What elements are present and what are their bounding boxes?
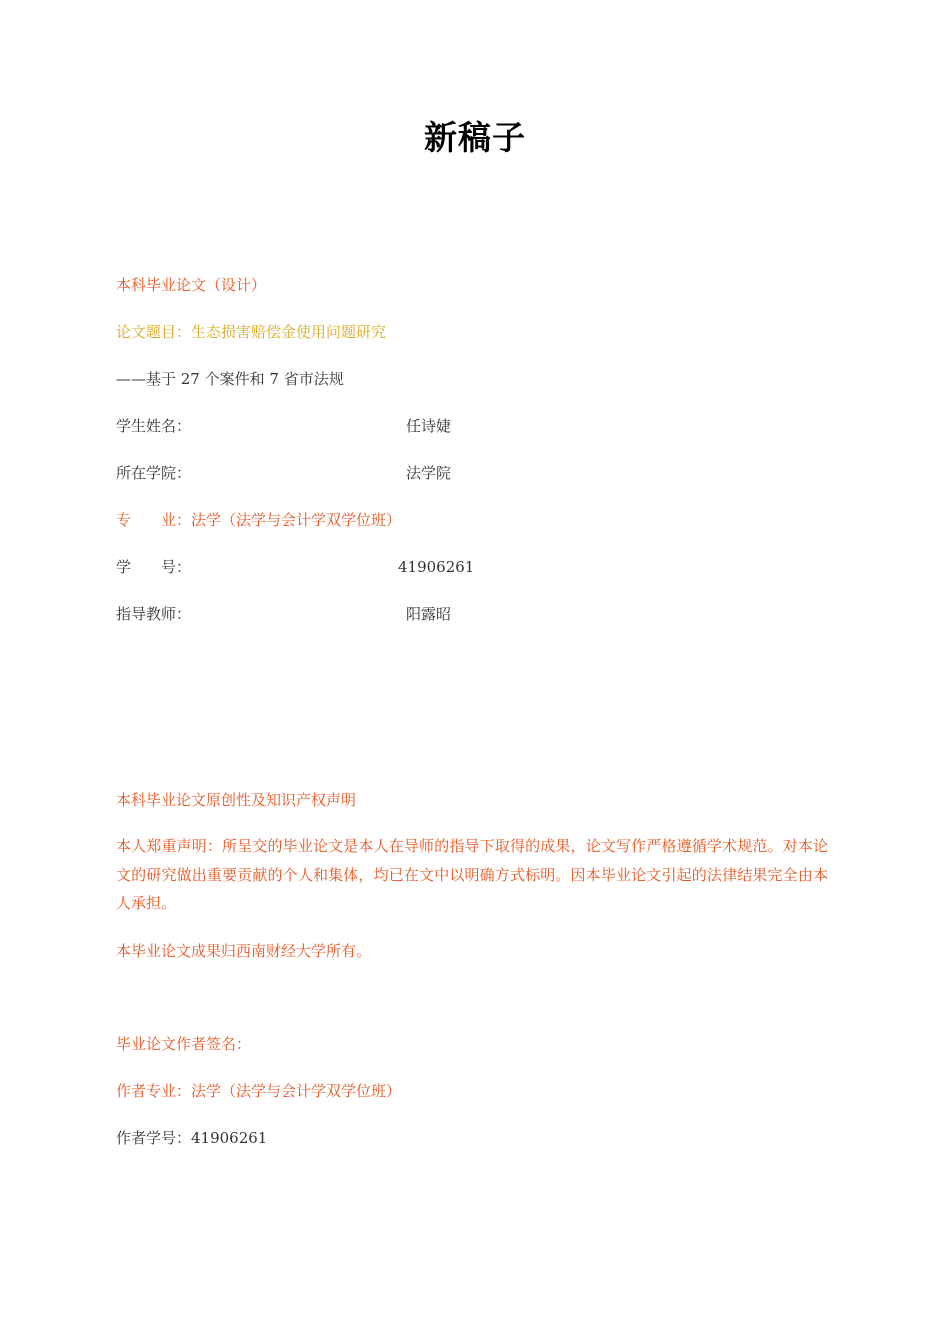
student-name-label: 学生姓名：	[116, 417, 192, 435]
advisor-value: 阳露昭	[406, 605, 452, 623]
author-major: 作者专业：法学（法学与会计学双学位班）	[116, 1082, 402, 1100]
signature-label: 毕业论文作者签名：	[116, 1035, 252, 1053]
major-value: 法学（法学与会计学双学位班）	[191, 511, 402, 529]
declaration-paragraph: 本人郑重声明：所呈交的毕业论文是本人在导师的指导下取得的成果，论文写作严格遵循学术规范。对本论文的研究做出重要贡献的个人和集体，均已在文中以明确方式标明。因本毕业论文引起的法律结果完全由本人承担。	[116, 837, 828, 912]
student-id-label: 学 号：	[116, 558, 192, 576]
major-line	[116, 510, 401, 530]
college-label: 所在学院：	[116, 464, 192, 482]
cover-heading: 本科毕业论文（设计）	[116, 276, 267, 294]
declaration-heading: 本科毕业论文原创性及知识产权声明	[116, 791, 357, 809]
student-id-value: 41906261	[398, 558, 475, 576]
thesis-subtitle: ——基于 27 个案件和 7 省市法规	[116, 370, 344, 388]
student-name-value: 任诗婕	[406, 417, 452, 435]
college-value: 法学院	[406, 464, 452, 482]
document-title: 新稿子	[424, 118, 526, 157]
major-label: 专 业：	[116, 511, 192, 529]
thesis-topic: 论文题目：生态损害赔偿金使用问题研究	[116, 323, 387, 341]
author-student-id: 作者学号：41906261	[116, 1129, 268, 1147]
advisor-label: 指导教师：	[116, 605, 192, 623]
ownership-statement: 本毕业论文成果归西南财经大学所有。	[116, 942, 372, 960]
